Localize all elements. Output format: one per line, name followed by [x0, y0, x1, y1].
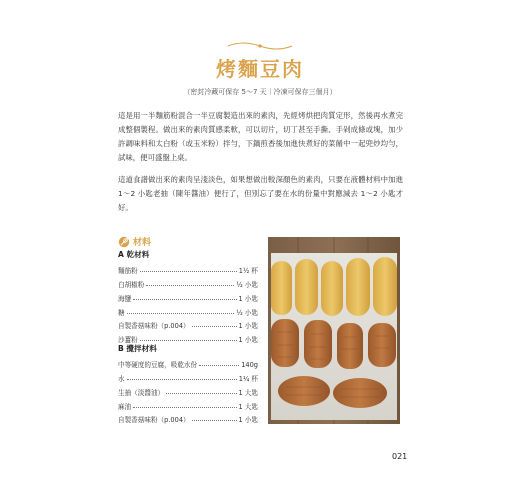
ingredients-section-b: [118, 343, 258, 424]
ingredient-row: [118, 275, 258, 289]
section-title: A 乾材料: [118, 250, 150, 259]
page-number: 021: [392, 452, 408, 461]
color-tip-paragraph: 這道食譜做出來的素肉呈淺淡色，如果想做出較深顏色的素肉，只要在液體材料中加進 1～2 小匙老抽（陳年醬油）便行了，但別忘了要在水的份量中對應減去 1～2 小匙才好。: [118, 175, 403, 212]
ingredient-amount: 1½ 杯: [238, 266, 258, 275]
leader-dots: [192, 420, 237, 421]
raw-loaves: [271, 257, 397, 316]
ingredient-name: 糖: [118, 308, 125, 317]
leader-dots: [140, 271, 237, 272]
ingredients-heading: [118, 235, 151, 248]
ingredient-name: 海鹽: [118, 294, 132, 303]
ingredient-row: [118, 303, 258, 317]
whisk-icon: [118, 236, 130, 248]
recipe-title: 烤麵豆肉: [216, 57, 304, 81]
ingredient-row: [118, 369, 258, 383]
ingredient-name: 生抽（淡醬油）: [118, 388, 165, 397]
title-ornament: [226, 40, 294, 52]
ingredients-title: 材料: [133, 238, 152, 248]
ingredients-section-a: [118, 249, 258, 344]
leader-dots: [192, 326, 237, 327]
ingredient-name: 白胡椒粉: [118, 280, 145, 289]
ingredient-amount: 140g: [241, 360, 258, 369]
leader-dots: [166, 393, 236, 394]
ingredient-name: 麵筋粉: [118, 266, 138, 275]
leader-dots: [127, 313, 235, 314]
leader-dots: [146, 285, 234, 286]
ingredient-amount: 1 小匙: [238, 294, 258, 303]
ingredient-name: 自製香菇味粉（p.004）: [118, 322, 190, 331]
ingredient-amount: ½ 小匙: [236, 308, 258, 317]
leader-dots: [133, 299, 236, 300]
leader-dots: [133, 407, 236, 408]
ingredient-amount: 1 大匙: [238, 388, 258, 397]
section-title: B 攪拌材料: [118, 344, 157, 353]
ingredient-row: [118, 289, 258, 303]
ingredient-name: 麻油: [118, 402, 132, 411]
ingredient-amount: ½ 小匙: [236, 280, 258, 289]
recipe-photo: [268, 237, 400, 424]
leader-dots: [199, 365, 239, 366]
ingredient-name: 沙薑粉: [118, 336, 138, 345]
leader-dots: [127, 379, 237, 380]
ingredient-amount: 1 小匙: [238, 416, 258, 425]
ingredient-name: 水: [118, 374, 125, 383]
ingredient-row: [118, 261, 258, 275]
ingredient-name: 中等硬度的豆腐，吸乾水份: [118, 360, 198, 369]
storage-note: （密封冷藏可保存 5～7 天｜冷凍可保存三個月）: [183, 88, 337, 96]
intro-paragraph: 這是用一半麵筋粉混合一半豆腐製造出來的素肉，先經烤烘把肉質定形，然後再水煮完成整個製程。做出來的素肉質感柔軟，可以切片，切丁甚至手撕、手剁成條或塊，加少許調味料和太白粉（或玉米粉）拌勻，下鍋煎香後加進快煮好的菜餚中一起兜炒均勻，試味，便可盛盤上桌。: [118, 111, 403, 162]
ingredient-amount: 1¼ 杯: [238, 374, 258, 383]
ingredient-amount: 1 小匙: [238, 336, 258, 345]
ingredient-row: [118, 411, 258, 425]
ingredient-row: [118, 383, 258, 397]
ingredient-row: [118, 317, 258, 331]
ingredient-amount: 1 大匙: [238, 402, 258, 411]
ingredient-amount: 1 小匙: [238, 322, 258, 331]
leader-dots: [140, 340, 237, 341]
ingredient-row: [118, 397, 258, 411]
ingredient-name: 自製香菇味粉（p.004）: [118, 416, 190, 425]
ingredient-row: [118, 355, 258, 369]
